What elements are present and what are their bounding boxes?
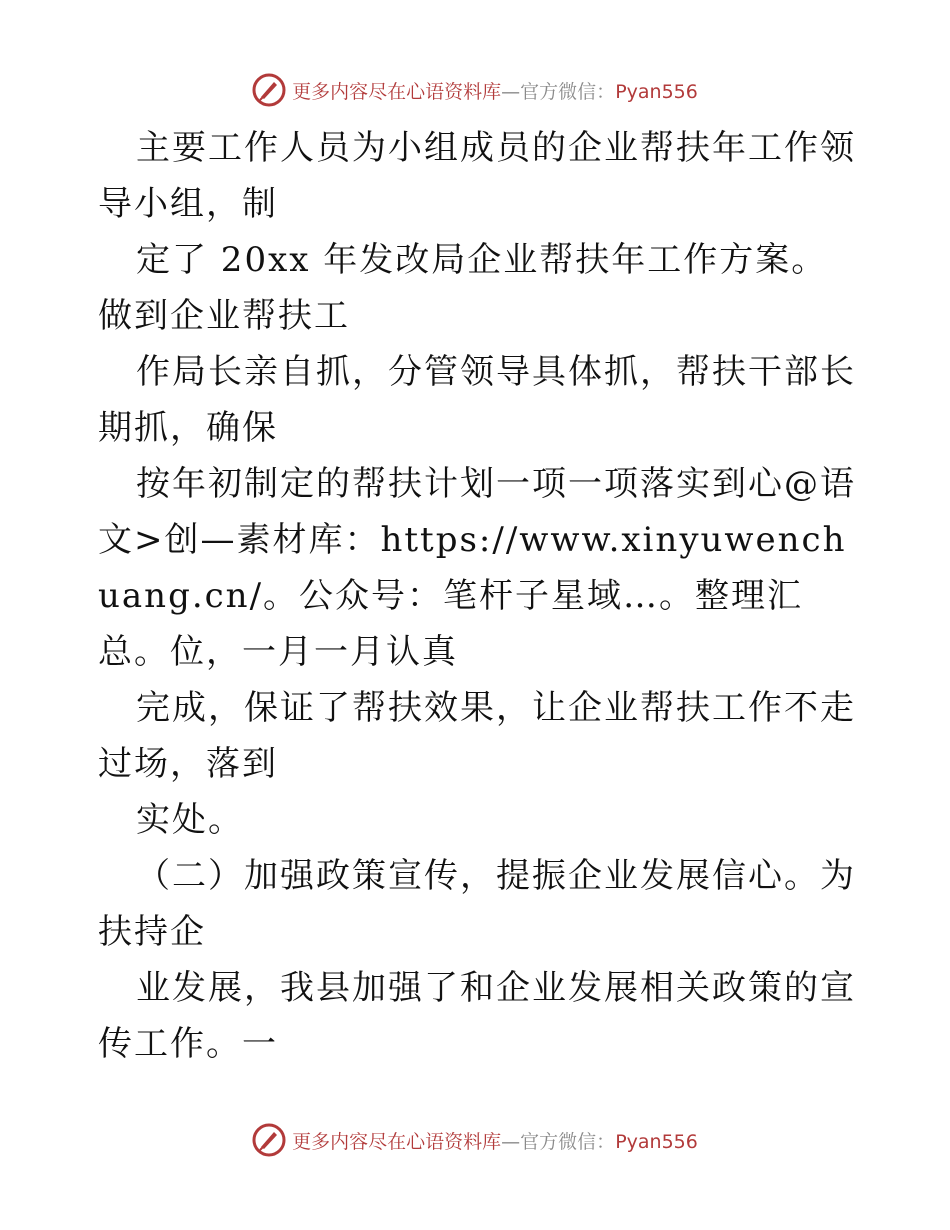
paragraph: 业发展，我县加强了和企业发展相关政策的宣传工作。一 <box>98 968 856 1064</box>
banner-text: 更多内容尽在心语资料库—官方微信：Pyan556 <box>292 1130 698 1153</box>
paragraph: 完成，保证了帮扶效果，让企业帮扶工作不走过场，落到 <box>98 688 856 784</box>
quill-logo-icon <box>252 1123 286 1157</box>
paragraph: 按年初制定的帮扶计划一项一项落实到心@语文>创—素材库：https://www.xinyuwenchuang.cn/。公众号：笔杆子星域…。整理汇总。位，一月一月认真 <box>98 464 856 672</box>
document-body <box>98 120 858 1072</box>
header-watermark-banner <box>0 70 950 110</box>
quill-logo-icon <box>252 73 286 107</box>
banner-text: 更多内容尽在心语资料库—官方微信：Pyan556 <box>292 80 698 103</box>
paragraph: 作局长亲自抓，分管领导具体抓，帮扶干部长期抓，确保 <box>98 352 856 448</box>
paragraph: （二）加强政策宣传，提振企业发展信心。为扶持企 <box>98 856 856 952</box>
footer-watermark-banner <box>0 1120 950 1160</box>
paragraph: 主要工作人员为小组成员的企业帮扶年工作领导小组，制 <box>98 128 856 224</box>
paragraph: 定了 20xx 年发改局企业帮扶年工作方案。做到企业帮扶工 <box>98 240 828 336</box>
paragraph: 实处。 <box>136 800 244 840</box>
